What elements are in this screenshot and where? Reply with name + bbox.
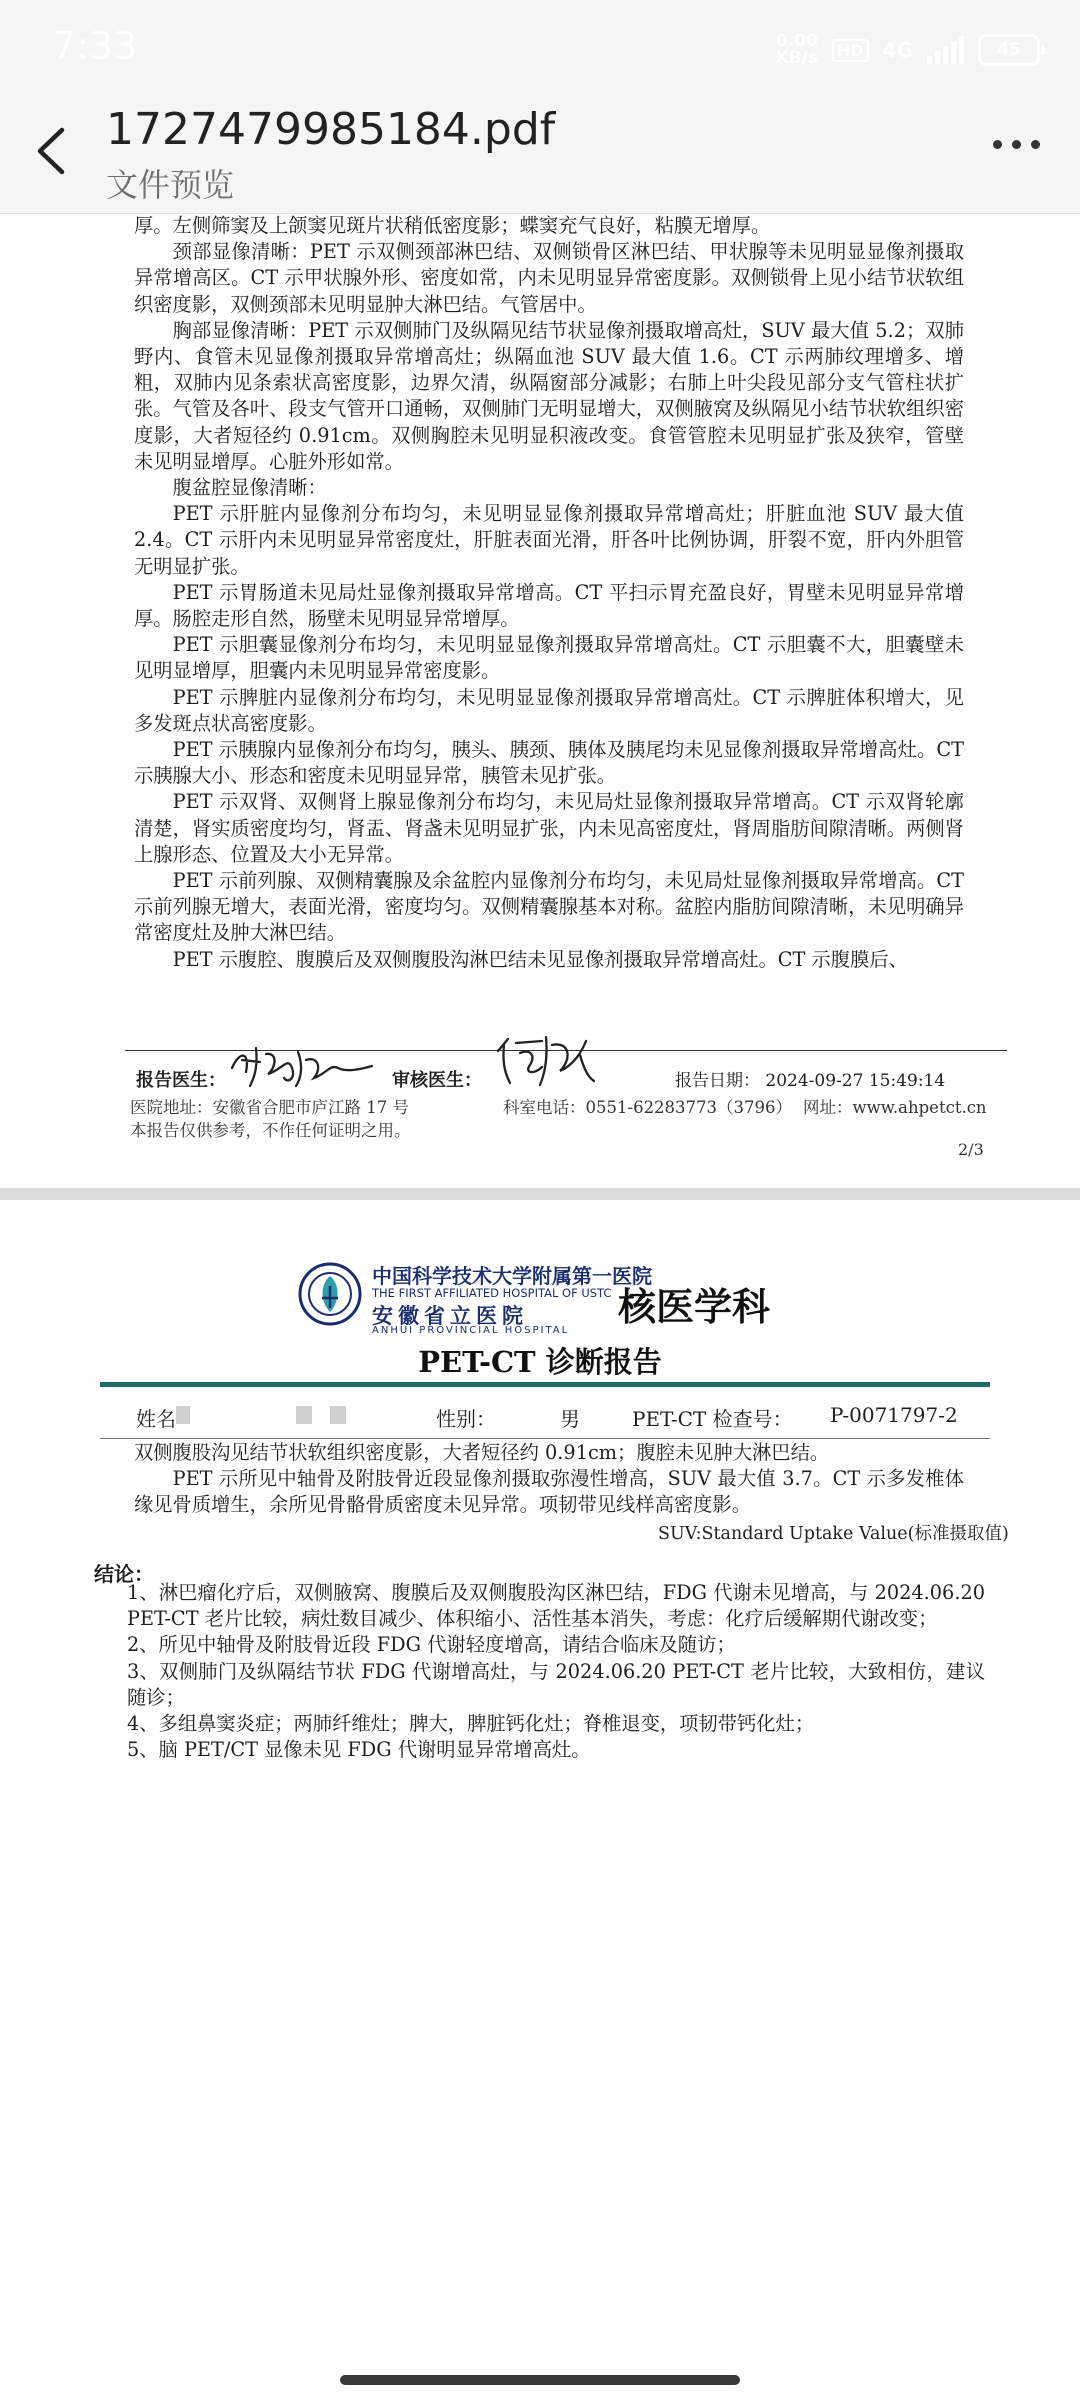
conclusion-label: 结论： [94,1562,154,1586]
paragraph: PET 示双肾、双侧肾上腺显像剂分布均匀，未见局灶显像剂摄取异常增高。CT 示双肾轮廓清楚，肾实质密度均匀，肾盂、肾盏未见明显扩张，内未见高密度灶，肾周脂肪间隙清晰。两侧肾上腺形态、位置及大小无异常。 [134,790,964,866]
file-subtitle: 文件预览 [106,166,235,204]
more-options-button[interactable] [993,140,1040,149]
report-date: 报告日期： 2024-09-27 15:49:14 [675,1071,946,1091]
redacted-name [176,1406,190,1424]
paragraph: 腹盆腔显像清晰： [172,476,327,500]
paragraph: 双侧腹股沟见结节状软组织密度影，大者短径约 0.91cm；腹腔未见肿大淋巴结。 [134,1441,830,1464]
report-findings-continued [134,1440,964,1519]
hospital-name-en-2: ANHUI PROVINCIAL HOSPITAL [372,1325,570,1336]
status-time: 7:33 [52,24,138,68]
website-link[interactable]: 网址：www.ahpetct.cn [803,1098,987,1117]
app-header [0,0,1080,214]
back-button[interactable] [28,116,78,186]
page-number: 2/3 [958,1140,984,1159]
department-phone: 科室电话：0551-62283773（3796） [503,1098,793,1117]
conclusion-list [127,1580,985,1763]
disclaimer: 本报告仅供参考，不作任何证明之用。 [130,1121,411,1140]
battery-icon: 45 [978,34,1040,66]
chevron-left-icon [28,116,78,186]
report-doctor-signature [226,1038,376,1093]
pdf-page-3[interactable] [0,1200,1080,2400]
hospital-name-cn: 中国科学技术大学附属第一医院 [372,1264,652,1288]
paragraph: PET 示腹腔、腹膜后及双侧腹股沟淋巴结未见显像剂摄取异常增高灶。CT 示腹膜后、 [172,947,908,971]
hd-icon: HD [832,39,869,62]
patient-name-label: 姓名 [136,1407,176,1431]
redacted-name [296,1406,312,1424]
more-dot-icon [993,140,1002,149]
exam-number-label: PET-CT 检查号： [632,1407,793,1431]
paragraph: PET 示脾脏内显像剂分布均匀，未见明显显像剂摄取异常增高灶。CT 示脾脏体积增大，见多发斑点状高密度影。 [134,685,964,735]
paragraph: PET 示胰腺内显像剂分布均匀，胰头、胰颈、胰体及胰尾均未见显像剂摄取异常增高灶。CT 示胰腺大小、形态和密度未见明显异常，胰管未见扩张。 [134,738,964,788]
report-doctor-label: 报告医生： [136,1070,226,1091]
review-doctor-signature [490,1031,600,1091]
paragraph: PET 示所见中轴骨及附肢骨近段显像剂摄取弥漫性增高，SUV 最大值 3.7。CT 示多发椎体缘见骨质增生，余所见骨骼骨质密度未见异常。项韧带见线样高密度影。 [134,1467,964,1517]
paragraph: PET 示胃肠道未见局灶显像剂摄取异常增高。CT 平扫示胃充盈良好，胃壁未见明显异常增厚。肠腔走形自然，肠壁未见明显异常增厚。 [134,580,964,631]
patient-info-divider [100,1438,990,1439]
paragraph: PET 示胆囊显像剂分布均匀，未见明显显像剂摄取异常增高灶。CT 示胆囊不大，胆囊壁未见明显增厚，胆囊内未见明显异常密度影。 [134,633,964,683]
sex-value: 男 [560,1407,580,1431]
suv-note: SUV:Standard Uptake Value(标准摄取值) [658,1524,1009,1544]
conclusion-item: 2、所见中轴骨及附肢骨近段 FDG 代谢轻度增高，请结合临床及随访； [127,1633,736,1657]
paragraph: PET 示肝脏内显像剂分布均匀，未见明显显像剂摄取异常增高灶；肝脏血池 SUV 最大值 2.4。CT 示肝内未见明显异常密度灶，肝脏表面光滑，肝各叶比例协调，肝裂不宽，肝内外胆管无明显扩张。 [134,502,964,578]
paragraph: 胸部显像清晰：PET 示双侧肺门及纵隔见结节状显像剂摄取增高灶，SUV 最大值 5.2；双肺野内、食管未见显像剂摄取异常增高灶；纵隔血池 SUV 最大值 1.6。CT 示两肺纹理增多、增粗，双肺内见条索状高密度影，边界欠清，纵隔窗部分减影；右肺上叶尖段见部分支气管柱状扩张。气管及各叶、段支气管开口通畅，双侧肺门无明显增大，双侧腋窝及纵隔见小结节状软组织密度影，大者短径约 0.91cm。双侧胸腔未见明显积液改变。食管管腔未见明显扩张及狭窄，管壁未见明显增厚。心脏外形如常。 [134,318,964,473]
network-type: 4G [882,38,913,62]
network-speed: 0.00 KB/s [775,31,818,68]
conclusion-item: 4、多组鼻窦炎症；两肺纤维灶；脾大，脾脏钙化灶；脊椎退变，项韧带钙化灶； [127,1712,815,1736]
status-icons [776,30,1040,70]
conclusion-item: 1、淋巴瘤化疗后，双侧腋窝、腹膜后及双侧腹股沟区淋巴结，FDG 代谢未见增高，与 2024.06.20 PET-CT 老片比较，病灶数目减少、体积缩小、活性基本消失，考虑：化疗后缓解期代谢改变； [127,1581,985,1631]
hospital-name-cn-2: 安徽省立医院 [372,1303,528,1328]
pdf-page-2[interactable] [0,213,1080,1188]
page-separator [0,1188,1080,1200]
exam-number-value: P-0071797-2 [830,1403,958,1427]
department-name: 核医学科 [618,1284,771,1329]
paragraph: PET 示前列腺、双侧精囊腺及余盆腔内显像剂分布均匀，未见局灶显像剂摄取异常增高。CT 示前列腺无增大，表面光滑，密度均匀。双侧精囊腺基本对称。盆腔内脂肪间隙清晰，未见明确异常密度灶及肿大淋巴结。 [134,869,964,945]
hospital-address: 医院地址：安徽省合肥市庐江路 17 号 [130,1098,409,1117]
signal-icon [927,36,964,64]
report-findings [134,213,964,973]
hospital-name-en: THE FIRST AFFILIATED HOSPITAL OF USTC [372,1286,612,1300]
file-title: 1727479985184.pdf [106,104,556,155]
hospital-logo-icon [298,1262,362,1326]
paragraph: 厚。左侧筛窦及上颌窦见斑片状稍低密度影；蝶窦充气良好，粘膜无增厚。 [134,214,771,237]
paragraph: 颈部显像清晰：PET 示双侧颈部淋巴结、双侧锁骨区淋巴结、甲状腺等未见明显显像剂摄取异常增高区。CT 示甲状腺外形、密度如常，内未见明显异常密度影。双侧锁骨上见小结节状软组织密度影，双侧颈部未见明显肿大淋巴结。气管居中。 [134,240,964,316]
conclusion-item: 5、脑 PET/CT 显像未见 FDG 代谢明显异常增高灶。 [127,1738,591,1762]
home-indicator[interactable] [340,2375,740,2385]
report-title: PET-CT 诊断报告 [418,1345,662,1379]
redacted-name [330,1406,346,1424]
conclusion-item: 3、双侧肺门及纵隔结节状 FDG 代谢增高灶，与 2024.06.20 PET-CT 老片比较，大致相仿，建议随诊； [127,1659,985,1709]
title-divider [100,1382,990,1387]
review-doctor-label: 审核医生： [392,1070,482,1091]
sex-label: 性别： [436,1407,496,1431]
